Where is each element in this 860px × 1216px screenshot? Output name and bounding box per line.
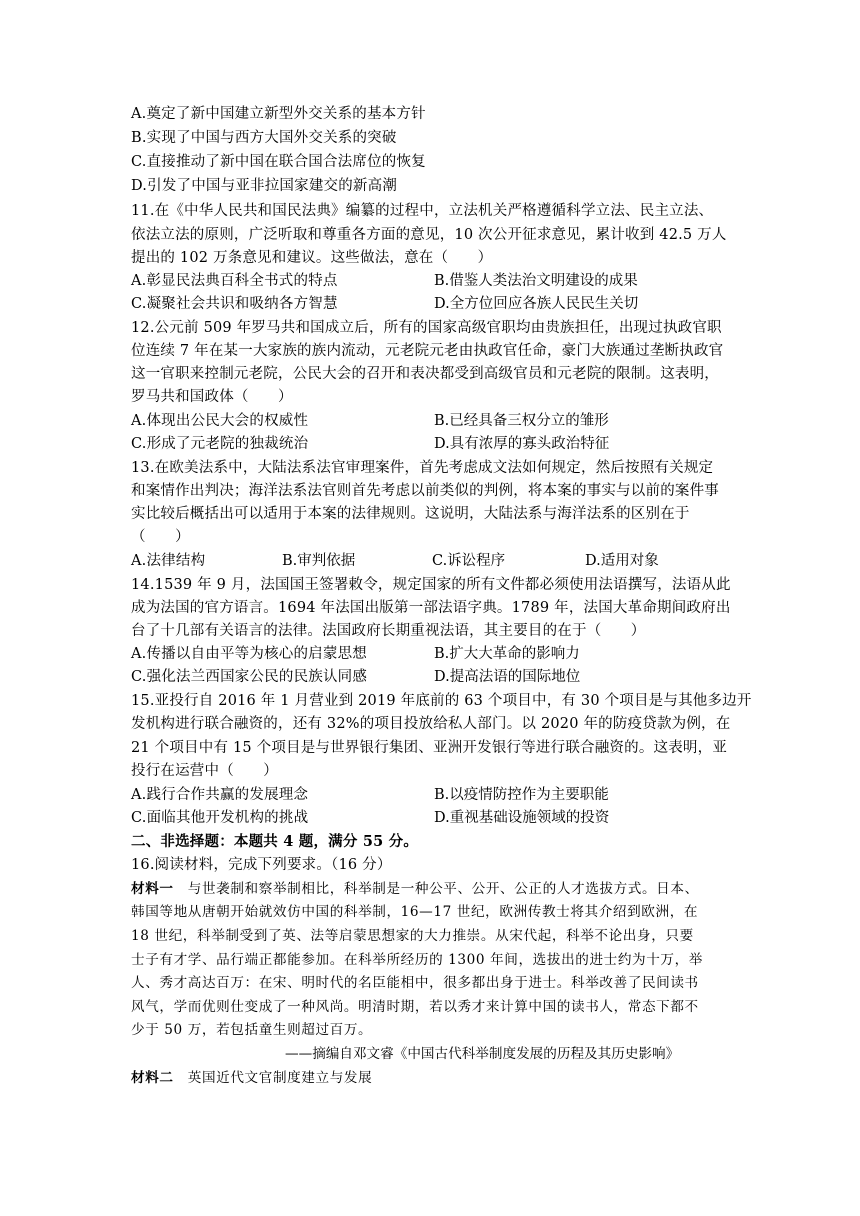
q16-intro: 16.阅读材料，完成下列要求。（16 分） — [131, 857, 392, 873]
material1-line — [131, 879, 731, 899]
material1-line: 少于 50 万，若包括童生则超过百万。 — [131, 1022, 373, 1038]
q11-stem-line: 11.在《中华人民共和国民法典》编纂的过程中，立法机关严格遵循科学立法、民主立法、 — [131, 203, 714, 219]
q12-stem-line: 位连续 7 年在某一大家族的族内流动，元老院元老由执政官任命，豪门大族通过垄断执政官 — [131, 343, 724, 359]
material1-source: ——摘编自邓文睿《中国古代科举制度发展的历程及其历史影响》 — [285, 1046, 680, 1062]
q10-option-a: A.奠定了新中国建立新型外交关系的基本方针 — [131, 106, 426, 122]
material1-text: 与世袭制和察举制相比，科举制是一种公平、公开、公正的人才选拔方式。日本、 — [173, 881, 699, 897]
q14-option-a: A.传播以自由平等为核心的启蒙思想 — [131, 646, 367, 662]
q11-option-b: B.借鉴人类法治文明建设的成果 — [434, 273, 638, 289]
q15-stem-line: 投行在运营中（ ） — [131, 763, 278, 779]
q10-option-c: C.直接推动了新中国在联合国合法席位的恢复 — [131, 154, 426, 170]
q13-stem-line: 13.在欧美法系中，大陆法系法官审理案件，首先考虑成文法如何规定，然后按照有关规定 — [131, 460, 714, 476]
q13-option-c: C.诉讼程序 — [432, 553, 506, 569]
q11-stem-line: 提出的 102 万条意见和建议。这些做法，意在（ ） — [131, 250, 493, 266]
q12-stem-line: 罗马共和国政体（ ） — [131, 389, 293, 405]
q12-option-d: D.具有浓厚的寡头政治特征 — [434, 436, 610, 452]
q11-option-c: C.凝聚社会共识和吸纳各方智慧 — [131, 296, 338, 312]
q10-option-b: B.实现了中国与西方大国外交关系的突破 — [131, 130, 397, 146]
q15-stem-line: 发机构进行联合融资的，还有 32%的项目投放给私人部门。以 2020 年的防疫贷款为例，在 — [131, 716, 731, 732]
q13-stem-line: （ ） — [131, 529, 190, 545]
q12-option-c: C.形成了元老院的独裁统治 — [131, 436, 309, 452]
material1-line: 风气，学而优则仕变成了一种风尚。明清时期，若以秀才来计算中国的读书人，常态下都不 — [131, 999, 699, 1015]
material1-label: 材料一 — [131, 881, 174, 897]
q11-stem-line: 依法立法的原则，广泛听取和尊重各方面的意见，10 次公开征求意见，累计收到 42.5 万人 — [131, 227, 727, 243]
material2-text: 英国近代文官制度建立与发展 — [173, 1070, 373, 1086]
q12-option-b: B.已经具备三权分立的雏形 — [434, 413, 609, 429]
section-heading: 二、非选择题：本题共 4 题，满分 55 分。 — [131, 833, 419, 850]
q14-stem-line: 14.1539 年 9 月，法国国王签署敕令，规定国家的所有文件都必须使用法语撰写，法语从此 — [131, 577, 731, 593]
q13-option-a: A.法律结构 — [131, 553, 206, 569]
q13-option-b: B.审判依据 — [282, 553, 356, 569]
q15-option-c: C.面临其他开发机构的挑战 — [131, 810, 309, 826]
q15-stem-line: 15.亚投行自 2016 年 1 月营业到 2019 年底前的 63 个项目中，有 30 个项目是与其他多边开 — [131, 693, 752, 709]
material2-line — [131, 1068, 731, 1088]
material1-line: 士子有才学、品行端正都能参加。在科举所经历的 1300 年间，选拔出的进士约为十万，举 — [131, 952, 704, 968]
q11-option-a: A.彰显民法典百科全书式的特点 — [131, 273, 338, 289]
q14-stem-line: 成为法国的官方语言。1694 年法国出版第一部法语字典。1789 年，法国大革命期间政府出 — [131, 600, 731, 616]
q14-option-d: D.提高法语的国际地位 — [434, 669, 581, 685]
material1-line: 韩国等地从唐朝开始就效仿中国的科举制，16—17 世纪，欧洲传教士将其介绍到欧洲，在 — [131, 904, 699, 920]
q14-stem-line: 台了十几部有关语言的法律。法国政府长期重视法语，其主要目的在于（ ） — [131, 623, 646, 639]
q14-option-c: C.强化法兰西国家公民的民族认同感 — [131, 669, 368, 685]
q15-option-b: B.以疫情防控作为主要职能 — [434, 787, 609, 803]
material2-label: 材料二 — [131, 1070, 174, 1086]
material1-line: 人、秀才高达百万：在宋、明时代的名臣能相中，很多都出身于进士。科举改善了民间读书 — [131, 975, 699, 991]
q13-stem-line: 实比较后概括出可以适用于本案的法律规则。这说明，大陆法系与海洋法系的区别在于 — [131, 506, 690, 522]
q13-stem-line: 和案情作出判决；海洋法系法官则首先考虑以前类似的判例，将本案的事实与以前的案件事 — [131, 483, 719, 499]
q14-option-b: B.扩大大革命的影响力 — [434, 646, 580, 662]
q15-option-a: A.践行合作共赢的发展理念 — [131, 787, 309, 803]
material1-line: 18 世纪，科举制受到了英、法等启蒙思想家的大力推崇。从宋代起，科举不论出身，只要 — [131, 928, 694, 944]
q13-option-d: D.适用对象 — [585, 553, 659, 569]
q12-option-a: A.体现出公民大会的权威性 — [131, 413, 309, 429]
q12-stem-line: 12.公元前 509 年罗马共和国成立后，所有的国家高级官职均由贵族担任，出现过执政官职 — [131, 320, 722, 336]
q11-option-d: D.全方位回应各族人民民生关切 — [434, 296, 639, 312]
q12-stem-line: 这一官职来控制元老院，公民大会的召开和表决都受到高级官员和元老院的限制。这表明， — [131, 366, 719, 382]
q15-stem-line: 21 个项目中有 15 个项目是与世界银行集团、亚洲开发银行等进行联合融资的。这表明，亚 — [131, 740, 728, 756]
q15-option-d: D.重视基础设施领域的投资 — [434, 810, 610, 826]
q10-option-d: D.引发了中国与亚非拉国家建交的新高潮 — [131, 178, 398, 194]
